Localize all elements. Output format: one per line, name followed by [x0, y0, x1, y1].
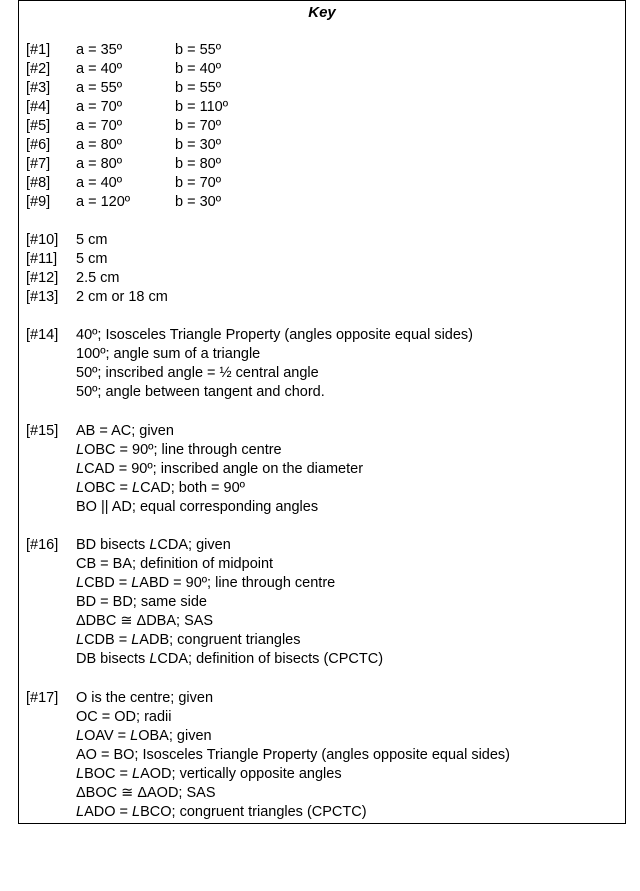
angle-symbol: L — [76, 442, 85, 458]
answer-text: CDA; definition of bisects (CPCTC) — [157, 651, 384, 667]
answer-row — [19, 650, 625, 669]
answer-text: ΔBOC ≅ ΔAOD; SAS — [76, 785, 216, 801]
answer-text: CBD = — [84, 575, 132, 591]
answer-a: a = 70º — [76, 118, 123, 134]
answer-text: OBA; given — [138, 728, 212, 744]
answer-row — [19, 364, 625, 383]
answer-row — [19, 689, 625, 708]
answer-a: a = 35º — [76, 42, 123, 58]
question-number: [#3] — [26, 80, 51, 96]
answer-row — [19, 41, 625, 60]
answer-b: b = 110º — [175, 99, 229, 115]
answer-a: a = 80º — [76, 137, 123, 153]
answer-row — [19, 479, 625, 498]
answer-row — [19, 574, 625, 593]
question-number: [#10] — [26, 232, 59, 248]
answer-row — [19, 460, 625, 479]
answer-text: BOC = — [84, 766, 133, 782]
answer-row — [19, 708, 625, 727]
question-number: [#13] — [26, 289, 59, 305]
answer-row — [19, 784, 625, 803]
answer-text: CAD = 90º; inscribed angle on the diameter — [84, 461, 364, 477]
answer-row — [19, 422, 625, 441]
angle-symbol: L — [132, 480, 141, 496]
answer-b: b = 70º — [175, 118, 222, 134]
answer-text: 50º; inscribed angle = ½ central angle — [76, 365, 319, 381]
answer-row — [19, 155, 625, 174]
answer-text: 2.5 cm — [76, 270, 120, 286]
answer-text: ADO = — [84, 804, 133, 820]
answer-text: AB = AC; given — [76, 423, 174, 439]
angle-symbol: L — [76, 575, 85, 591]
angle-symbol: L — [76, 461, 85, 477]
answer-row — [19, 765, 625, 784]
answer-row — [19, 727, 625, 746]
answer-row — [19, 498, 625, 517]
question-number: [#4] — [26, 99, 51, 115]
answer-text: OBC = — [84, 480, 133, 496]
answer-row — [19, 231, 625, 250]
angle-symbol: L — [131, 632, 140, 648]
answer-text: CAD; both = 90º — [140, 480, 245, 496]
question-number: [#15] — [26, 423, 59, 439]
answer-a: a = 40º — [76, 61, 123, 77]
answer-b: b = 30º — [175, 194, 222, 210]
question-number: [#16] — [26, 537, 59, 553]
answer-b: b = 70º — [175, 175, 222, 191]
answer-row — [19, 136, 625, 155]
answer-row — [19, 269, 625, 288]
question-number: [#9] — [26, 194, 51, 210]
answer-row — [19, 345, 625, 364]
answer-text: AO = BO; Isosceles Triangle Property (angles opposite equal sides) — [76, 747, 511, 763]
answer-text: CB = BA; definition of midpoint — [76, 556, 274, 572]
answer-text: OC = OD; radii — [76, 709, 172, 725]
answer-a: a = 40º — [76, 175, 123, 191]
answer-text: O is the centre; given — [76, 690, 214, 706]
answer-text: CDB = — [84, 632, 132, 648]
answer-text: 50º; angle between tangent and chord. — [76, 384, 325, 400]
key-title: Key — [308, 4, 336, 21]
question-number: [#1] — [26, 42, 51, 58]
answer-b: b = 55º — [175, 80, 222, 96]
answer-b: b = 30º — [175, 137, 222, 153]
angle-symbol: L — [76, 728, 85, 744]
answer-text: 5 cm — [76, 251, 108, 267]
answer-row — [19, 593, 625, 612]
answer-text: ΔDBC ≅ ΔDBA; SAS — [76, 613, 214, 629]
angle-symbol: L — [130, 728, 139, 744]
answer-text: AOD; vertically opposite angles — [140, 766, 342, 782]
answer-row — [19, 193, 625, 212]
answer-text: BD = BD; same side — [76, 594, 207, 610]
answer-row — [19, 326, 625, 345]
answer-row — [19, 612, 625, 631]
answer-row — [19, 631, 625, 650]
question-number: [#5] — [26, 118, 51, 134]
angle-symbol: L — [76, 766, 85, 782]
answer-row — [19, 746, 625, 765]
angle-symbol: L — [132, 804, 141, 820]
answer-key-box — [18, 0, 626, 824]
answer-row — [19, 98, 625, 117]
answer-text: BD bisects — [76, 537, 150, 553]
answer-text: DB bisects — [76, 651, 150, 667]
answer-row — [19, 60, 625, 79]
answer-row — [19, 117, 625, 136]
answer-text: ADB; congruent triangles — [139, 632, 301, 648]
answer-text: 100º; angle sum of a triangle — [76, 346, 261, 362]
question-number: [#8] — [26, 175, 51, 191]
question-number: [#2] — [26, 61, 51, 77]
answer-b: b = 40º — [175, 61, 222, 77]
angle-symbol: L — [131, 575, 140, 591]
answer-row — [19, 803, 625, 822]
answer-text: CDA; given — [157, 537, 231, 553]
answer-text: 5 cm — [76, 232, 108, 248]
answer-a: a = 80º — [76, 156, 123, 172]
answer-text: BO || AD; equal corresponding angles — [76, 499, 319, 515]
answer-text: OBC = 90º; line through centre — [84, 442, 282, 458]
question-number: [#14] — [26, 327, 59, 343]
answer-row — [19, 536, 625, 555]
answer-text: BCO; congruent triangles (CPCTC) — [140, 804, 367, 820]
angle-symbol: L — [76, 804, 85, 820]
answer-row — [19, 250, 625, 269]
answer-text: OAV = — [84, 728, 131, 744]
answer-text: ABD = 90º; line through centre — [139, 575, 336, 591]
answer-a: a = 70º — [76, 99, 123, 115]
question-number: [#11] — [26, 251, 58, 267]
angle-symbol: L — [76, 480, 85, 496]
question-number: [#12] — [26, 270, 59, 286]
question-number: [#7] — [26, 156, 51, 172]
question-number: [#17] — [26, 690, 59, 706]
answer-a: a = 120º — [76, 194, 131, 210]
answer-text: 2 cm or 18 cm — [76, 289, 168, 305]
answer-text: 40º; Isosceles Triangle Property (angles opposite equal sides) — [76, 327, 474, 343]
answer-row — [19, 441, 625, 460]
angle-symbol: L — [76, 632, 85, 648]
answer-row — [19, 555, 625, 574]
angle-symbol: L — [149, 537, 158, 553]
angle-symbol: L — [149, 651, 158, 667]
answer-a: a = 55º — [76, 80, 123, 96]
question-number: [#6] — [26, 137, 51, 153]
answer-b: b = 55º — [175, 42, 222, 58]
angle-symbol: L — [132, 766, 141, 782]
answer-row — [19, 288, 625, 307]
answer-row — [19, 383, 625, 402]
answer-row — [19, 79, 625, 98]
answer-row — [19, 174, 625, 193]
answer-b: b = 80º — [175, 156, 222, 172]
